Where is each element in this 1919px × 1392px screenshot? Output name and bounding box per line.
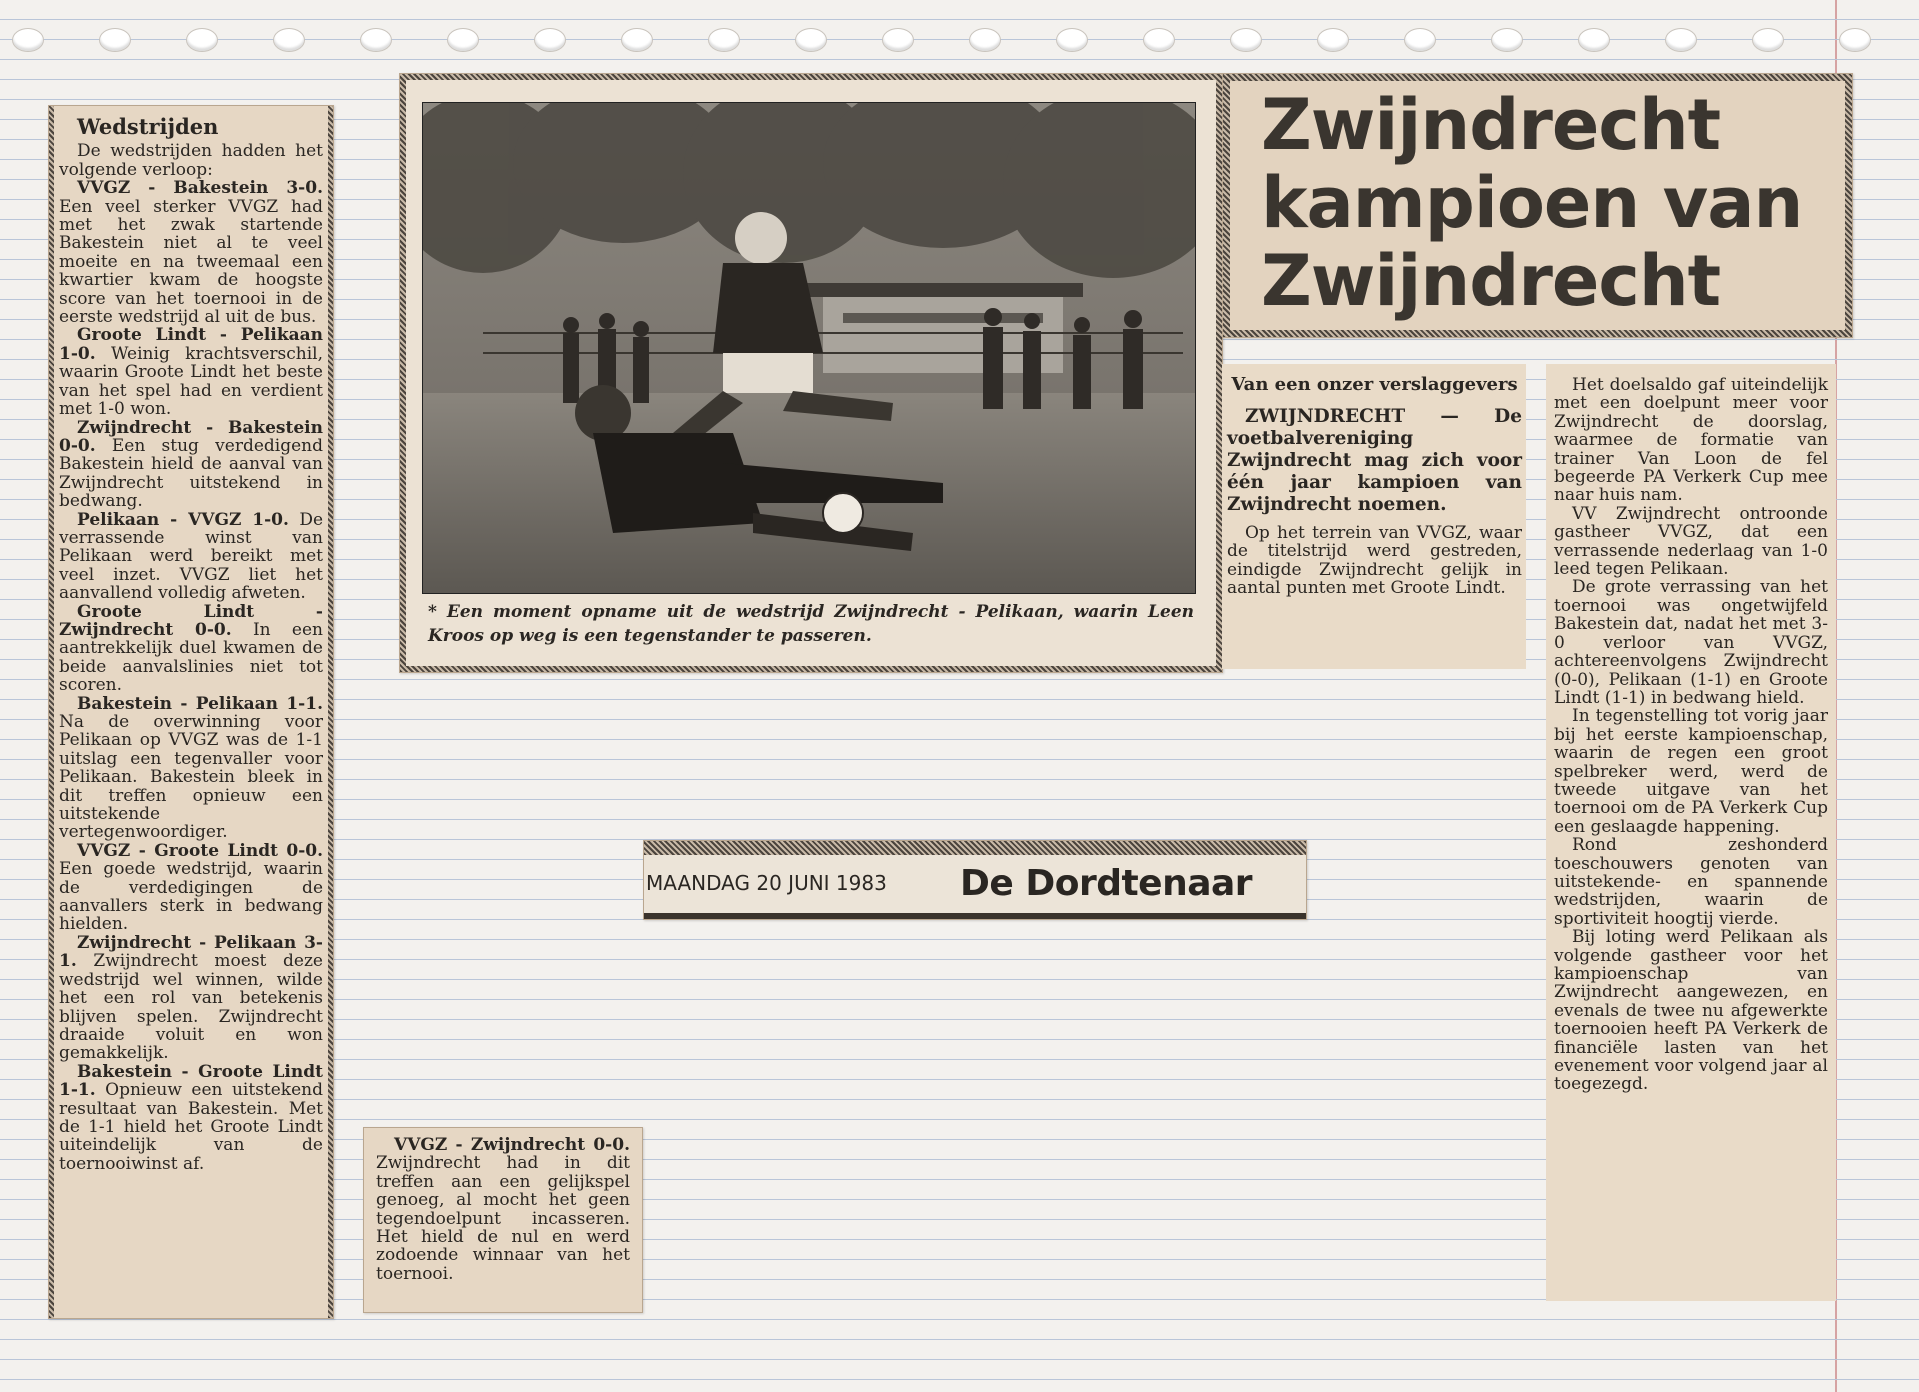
photo-clipping — [399, 73, 1223, 673]
newspaper-masthead — [643, 840, 1307, 920]
binder-hole — [1839, 28, 1871, 52]
article-paragraph: In tegenstelling tot vorig jaar bij het eerste kampioenschap, waarin de regen een groot spelbreker werd, werd de tweede uitgave van het toernooi om de PA Verkerk Cup een geslaagde happening. — [1554, 706, 1828, 837]
match-results-list — [59, 142, 323, 1173]
binder-hole — [1230, 28, 1262, 52]
match-result-paragraph — [59, 934, 323, 1063]
binder-hole — [621, 28, 653, 52]
match-result-paragraph — [59, 326, 323, 418]
headline-clipping — [1222, 73, 1853, 338]
binder-hole — [882, 28, 914, 52]
match-result-title: Bakestein - Groote Lindt 1-1. — [59, 1061, 323, 1101]
binder-hole — [708, 28, 740, 52]
match-result-text: Een stug verdedigend Bakestein hield de aanval van Zwijndrecht uitstekend in bedwang. — [59, 435, 323, 512]
binder-hole — [1491, 28, 1523, 52]
article-paragraph: Het doelsaldo gaf uiteindelijk met een doelpunt meer voor Zwijndrecht de doorslag, waarmee de formatie van trainer Van Loon de fel begeerde PA Verkerk Cup mee naar huis nam. — [1554, 375, 1828, 506]
final-match-body — [376, 1136, 630, 1283]
match-result-paragraph — [59, 603, 323, 695]
match-result-paragraph — [59, 1063, 323, 1173]
binder-hole — [1665, 28, 1697, 52]
photo-caption: * Een moment opname uit de wedstrijd Zwijndrecht - Pelikaan, waarin Leen Kroos op weg is een tegenstander te passeren. — [428, 602, 1194, 646]
headline — [1261, 86, 1832, 320]
binder-hole — [447, 28, 479, 52]
article-paragraph: De grote verrassing van het toernooi was ongetwijfeld Bakestein dat, nadat het met 3-0 verloor van VVGZ, achtereenvolgens Zwijndrecht (0-0), Pelikaan (1-1) en Groote Lindt (1-1) in bedwang hield. — [1554, 577, 1828, 708]
final-match-text: Zwijndrecht had in dit treffen aan een gelijkspel genoeg, al mocht het geen tegendoelpunt incasseren. Het hield de nul en werd zodoende winnaar van het toernooi. — [376, 1153, 630, 1284]
clipping-border-left — [49, 106, 54, 1318]
binder-hole — [186, 28, 218, 52]
match-result-title: VVGZ - Bakestein 3-0. — [77, 178, 323, 199]
binder-hole — [273, 28, 305, 52]
match-result-text: Zwijndrecht moest deze wedstrijd wel winnen, wilde het een rol van betekenis blijven spelen. Zwijndrecht draaide voluit en won gemakkelijk. — [59, 951, 323, 1064]
match-result-text: Na de overwinning voor Pelikaan op VVGZ was de 1-1 uitslag een tegenvaller voor Pelikaan. Bakestein bleek in dit treffen opnieuw een uitstekende vertegenwoordiger. — [59, 712, 323, 843]
headline-line-2: kampioen van — [1261, 162, 1803, 244]
article-paragraph: Rond zeshonderd toeschouwers genoten van uitstekende- en spannende wedstrijden, waarin de sportiviteit hoogtij vierde. — [1554, 835, 1828, 929]
publication-date: MAANDAG 20 JUNI 1983 — [646, 871, 887, 895]
match-result-title: Groote Lindt - Zwijndrecht 0-0. — [59, 601, 323, 640]
binder-hole — [1317, 28, 1349, 52]
binder-hole — [1404, 28, 1436, 52]
match-result-text: Opnieuw een uitstekend resultaat van Bakestein. Met de 1-1 hield het Groote Lindt uiteindelijk van de toernooiwinst af. — [59, 1080, 323, 1174]
binder-hole — [1752, 28, 1784, 52]
match-result-title: Zwijndrecht - Pelikaan 3-1. — [59, 932, 323, 972]
match-result-text: De verrassende winst van Pelikaan werd bereikt met veel inzet. VVGZ liet het aanvallend volledig afweten. — [59, 509, 324, 604]
byline: Van een onzer verslaggevers — [1231, 374, 1518, 395]
match-result-text: Een veel sterker VVGZ had met het zwak startende Bakestein niet al te veel moeite en na tweemaal een kwartier kwam de hoogste score van het toernooi in de eerste wedstrijd al uit de bus. — [59, 196, 323, 328]
clipping-border-right — [328, 106, 333, 1318]
article-intro-clipping — [1222, 364, 1526, 669]
match-result-title: VVGZ - Groote Lindt 0-0. — [77, 840, 323, 861]
binder-hole — [12, 28, 44, 52]
match-result-paragraph — [59, 419, 323, 511]
wedstrijden-body — [59, 114, 324, 1174]
binder-holes — [0, 0, 1919, 60]
binder-hole — [1056, 28, 1088, 52]
masthead-rule-bottom — [644, 913, 1306, 919]
headline-line-3: Zwijndrecht — [1261, 240, 1721, 322]
article-lead: ZWIJNDRECHT — De voetbalvereniging Zwijndrecht mag zich voor één jaar kampioen van Zwijndrecht noemen. — [1227, 406, 1522, 515]
article-paragraph: VV Zwijndrecht ontroonde gastheer VVGZ, dat een verrassende nederlaag van 1-0 leed tegen Pelikaan. — [1554, 503, 1828, 580]
headline-line-1: Zwijndrecht — [1261, 84, 1721, 166]
match-result-title: Zwijndrecht - Bakestein 0-0. — [59, 417, 323, 456]
article-continuation-body — [1554, 376, 1828, 1094]
clipping-final-match — [363, 1127, 643, 1313]
match-result-paragraph — [59, 842, 323, 934]
match-result-paragraph — [59, 695, 323, 842]
match-result-title: Groote Lindt - Pelikaan 1-0. — [59, 325, 323, 364]
match-result-paragraph — [59, 511, 323, 603]
match-result-title: Bakestein - Pelikaan 1-1. — [77, 693, 323, 714]
binder-hole — [534, 28, 566, 52]
article-body-paragraph: Op het terrein van VVGZ, waar de titelstrijd werd gestreden, eindigde Zwijndrecht gelijk in aantal punten met Groote Lindt. — [1227, 523, 1522, 599]
match-result-title: Pelikaan - VVGZ 1-0. — [77, 509, 289, 530]
newspaper-name: De Dordtenaar — [960, 863, 1253, 904]
match-result-text: Een goede wedstrijd, waarin de verdedigingen de aanvallers sterk in bedwang hielden. — [59, 859, 323, 935]
match-result-paragraph — [59, 179, 323, 326]
article-continuation-clipping — [1546, 364, 1836, 1301]
binder-hole — [969, 28, 1001, 52]
match-result-text: Weinig krachtsverschil, waarin Groote Lindt het beste van het spel had en verdient met 1-0 won. — [59, 343, 323, 420]
article-paragraph: Bij loting werd Pelikaan als volgende gastheer voor het kampioenschap van Zwijndrecht aangewezen, en evenals de twee nu afgewerkte toernooien heeft PA Verkerk de financiële lasten van het evenement voor volgend jaar al toegezegd. — [1554, 927, 1828, 1095]
match-photo — [422, 102, 1196, 594]
masthead-rule-top — [644, 841, 1306, 855]
article-intro-body — [1227, 374, 1522, 598]
match-result-text: De wedstrijden hadden het volgende verloop: — [59, 141, 323, 180]
wedstrijden-heading: Wedstrijden — [77, 114, 219, 139]
final-match-title: VVGZ - Zwijndrecht 0-0. — [394, 1135, 630, 1155]
clipping-wedstrijden — [48, 105, 334, 1319]
match-result-text: In een aantrekkelijk duel kwamen de beide aanvalslinies niet tot scoren. — [59, 619, 323, 696]
binder-hole — [99, 28, 131, 52]
binder-hole — [360, 28, 392, 52]
binder-hole — [795, 28, 827, 52]
binder-hole — [1143, 28, 1175, 52]
match-result-paragraph — [59, 142, 323, 179]
binder-hole — [1578, 28, 1610, 52]
